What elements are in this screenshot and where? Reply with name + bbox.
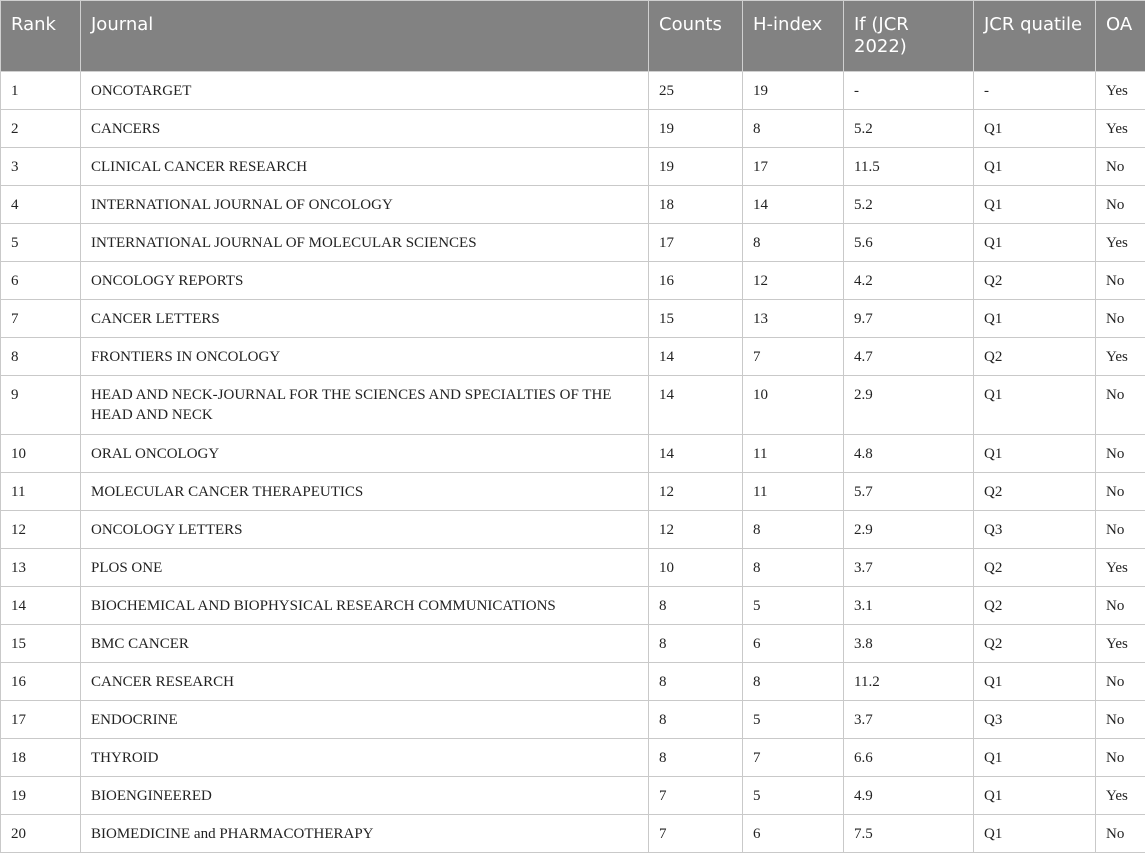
cell-oa: No — [1096, 511, 1145, 549]
cell-rank: 12 — [1, 511, 81, 549]
cell-jcr-quartile: Q3 — [974, 511, 1096, 549]
cell-impact-factor: 4.8 — [844, 435, 974, 473]
cell-h-index: 7 — [743, 739, 844, 777]
cell-jcr-quartile: Q1 — [974, 435, 1096, 473]
cell-impact-factor: 3.7 — [844, 701, 974, 739]
cell-jcr-quartile: Q2 — [974, 338, 1096, 376]
cell-counts: 18 — [649, 186, 743, 224]
cell-rank: 11 — [1, 473, 81, 511]
cell-jcr-quartile: Q1 — [974, 663, 1096, 701]
cell-h-index: 5 — [743, 587, 844, 625]
cell-jcr-quartile: Q2 — [974, 549, 1096, 587]
table-row — [1, 338, 1145, 376]
cell-counts: 25 — [649, 72, 743, 110]
cell-impact-factor: 2.9 — [844, 511, 974, 549]
table-row — [1, 663, 1145, 701]
cell-journal: FRONTIERS IN ONCOLOGY — [81, 338, 649, 376]
table-row — [1, 224, 1145, 262]
cell-impact-factor: 5.2 — [844, 110, 974, 148]
table-body — [1, 72, 1145, 853]
header-counts: Counts — [649, 1, 743, 72]
table-row — [1, 376, 1145, 435]
cell-oa: No — [1096, 300, 1145, 338]
header-oa: OA — [1096, 1, 1145, 72]
cell-journal: BMC CANCER — [81, 625, 649, 663]
cell-journal: INTERNATIONAL JOURNAL OF MOLECULAR SCIENCES — [81, 224, 649, 262]
cell-impact-factor: 3.7 — [844, 549, 974, 587]
cell-h-index: 5 — [743, 701, 844, 739]
cell-journal: CANCERS — [81, 110, 649, 148]
table-row — [1, 435, 1145, 473]
header-row — [1, 1, 1145, 72]
cell-rank: 10 — [1, 435, 81, 473]
cell-impact-factor: 5.7 — [844, 473, 974, 511]
table-row — [1, 186, 1145, 224]
header-journal: Journal — [81, 1, 649, 72]
cell-h-index: 12 — [743, 262, 844, 300]
cell-counts: 19 — [649, 110, 743, 148]
cell-journal: PLOS ONE — [81, 549, 649, 587]
cell-counts: 14 — [649, 435, 743, 473]
header-impact-factor: If (JCR 2022) — [844, 1, 974, 72]
cell-journal: BIOCHEMICAL AND BIOPHYSICAL RESEARCH COMMUNICATIONS — [81, 587, 649, 625]
cell-jcr-quartile: Q1 — [974, 186, 1096, 224]
cell-journal: ONCOTARGET — [81, 72, 649, 110]
cell-counts: 8 — [649, 625, 743, 663]
cell-rank: 4 — [1, 186, 81, 224]
cell-oa: Yes — [1096, 549, 1145, 587]
cell-counts: 14 — [649, 338, 743, 376]
cell-oa: No — [1096, 663, 1145, 701]
cell-counts: 8 — [649, 663, 743, 701]
cell-counts: 8 — [649, 587, 743, 625]
cell-h-index: 14 — [743, 186, 844, 224]
cell-impact-factor: 2.9 — [844, 376, 974, 435]
cell-rank: 19 — [1, 777, 81, 815]
cell-impact-factor: 5.6 — [844, 224, 974, 262]
cell-h-index: 10 — [743, 376, 844, 435]
cell-h-index: 11 — [743, 435, 844, 473]
cell-h-index: 19 — [743, 72, 844, 110]
cell-oa: Yes — [1096, 625, 1145, 663]
cell-oa: No — [1096, 739, 1145, 777]
table-row — [1, 625, 1145, 663]
cell-oa: No — [1096, 587, 1145, 625]
cell-rank: 18 — [1, 739, 81, 777]
cell-impact-factor: - — [844, 72, 974, 110]
cell-jcr-quartile: Q2 — [974, 625, 1096, 663]
cell-impact-factor: 4.2 — [844, 262, 974, 300]
cell-journal: ONCOLOGY LETTERS — [81, 511, 649, 549]
cell-jcr-quartile: Q1 — [974, 148, 1096, 186]
cell-rank: 7 — [1, 300, 81, 338]
header-rank: Rank — [1, 1, 81, 72]
table-row — [1, 262, 1145, 300]
cell-jcr-quartile: Q2 — [974, 262, 1096, 300]
cell-jcr-quartile: Q1 — [974, 224, 1096, 262]
cell-oa: No — [1096, 186, 1145, 224]
cell-h-index: 8 — [743, 663, 844, 701]
cell-counts: 19 — [649, 148, 743, 186]
cell-oa: Yes — [1096, 338, 1145, 376]
cell-h-index: 11 — [743, 473, 844, 511]
cell-jcr-quartile: Q2 — [974, 587, 1096, 625]
cell-rank: 16 — [1, 663, 81, 701]
cell-h-index: 5 — [743, 777, 844, 815]
cell-counts: 12 — [649, 511, 743, 549]
header-jcr-quartile: JCR quatile — [974, 1, 1096, 72]
table-row — [1, 473, 1145, 511]
cell-journal: THYROID — [81, 739, 649, 777]
cell-jcr-quartile: Q1 — [974, 300, 1096, 338]
cell-jcr-quartile: Q1 — [974, 376, 1096, 435]
cell-h-index: 8 — [743, 224, 844, 262]
cell-counts: 8 — [649, 701, 743, 739]
table-row — [1, 739, 1145, 777]
table-row — [1, 777, 1145, 815]
cell-jcr-quartile: - — [974, 72, 1096, 110]
table-row — [1, 148, 1145, 186]
table-row — [1, 815, 1145, 853]
cell-journal: HEAD AND NECK-JOURNAL FOR THE SCIENCES AND SPECIALTIES OF THE HEAD AND NECK — [81, 376, 649, 435]
cell-counts: 10 — [649, 549, 743, 587]
cell-impact-factor: 4.7 — [844, 338, 974, 376]
cell-jcr-quartile: Q2 — [974, 473, 1096, 511]
cell-jcr-quartile: Q1 — [974, 739, 1096, 777]
cell-journal: CANCER LETTERS — [81, 300, 649, 338]
cell-rank: 2 — [1, 110, 81, 148]
cell-counts: 15 — [649, 300, 743, 338]
table-row — [1, 701, 1145, 739]
table-row — [1, 72, 1145, 110]
cell-jcr-quartile: Q3 — [974, 701, 1096, 739]
cell-impact-factor: 7.5 — [844, 815, 974, 853]
table-row — [1, 300, 1145, 338]
cell-h-index: 8 — [743, 511, 844, 549]
cell-impact-factor: 3.1 — [844, 587, 974, 625]
cell-journal: BIOMEDICINE and PHARMACOTHERAPY — [81, 815, 649, 853]
cell-oa: Yes — [1096, 72, 1145, 110]
cell-impact-factor: 5.2 — [844, 186, 974, 224]
cell-journal: MOLECULAR CANCER THERAPEUTICS — [81, 473, 649, 511]
cell-counts: 7 — [649, 777, 743, 815]
cell-h-index: 8 — [743, 110, 844, 148]
cell-oa: No — [1096, 262, 1145, 300]
cell-h-index: 8 — [743, 549, 844, 587]
cell-counts: 12 — [649, 473, 743, 511]
cell-rank: 17 — [1, 701, 81, 739]
cell-impact-factor: 11.5 — [844, 148, 974, 186]
table-row — [1, 549, 1145, 587]
cell-h-index: 6 — [743, 815, 844, 853]
cell-rank: 3 — [1, 148, 81, 186]
cell-journal: CANCER RESEARCH — [81, 663, 649, 701]
cell-impact-factor: 3.8 — [844, 625, 974, 663]
cell-journal: ONCOLOGY REPORTS — [81, 262, 649, 300]
cell-rank: 20 — [1, 815, 81, 853]
cell-oa: Yes — [1096, 777, 1145, 815]
cell-counts: 14 — [649, 376, 743, 435]
cell-journal: ORAL ONCOLOGY — [81, 435, 649, 473]
cell-oa: No — [1096, 473, 1145, 511]
cell-oa: No — [1096, 435, 1145, 473]
cell-journal: ENDOCRINE — [81, 701, 649, 739]
cell-rank: 8 — [1, 338, 81, 376]
cell-oa: No — [1096, 148, 1145, 186]
cell-impact-factor: 9.7 — [844, 300, 974, 338]
cell-rank: 15 — [1, 625, 81, 663]
cell-jcr-quartile: Q1 — [974, 815, 1096, 853]
table-header — [1, 1, 1145, 72]
cell-impact-factor: 11.2 — [844, 663, 974, 701]
table-row — [1, 110, 1145, 148]
table-row — [1, 511, 1145, 549]
cell-h-index: 17 — [743, 148, 844, 186]
cell-jcr-quartile: Q1 — [974, 777, 1096, 815]
cell-jcr-quartile: Q1 — [974, 110, 1096, 148]
cell-rank: 6 — [1, 262, 81, 300]
cell-rank: 1 — [1, 72, 81, 110]
cell-oa: Yes — [1096, 224, 1145, 262]
cell-rank: 14 — [1, 587, 81, 625]
cell-counts: 7 — [649, 815, 743, 853]
cell-counts: 16 — [649, 262, 743, 300]
cell-h-index: 7 — [743, 338, 844, 376]
cell-counts: 17 — [649, 224, 743, 262]
table-row — [1, 587, 1145, 625]
cell-oa: No — [1096, 815, 1145, 853]
cell-rank: 5 — [1, 224, 81, 262]
cell-oa: Yes — [1096, 110, 1145, 148]
cell-journal: BIOENGINEERED — [81, 777, 649, 815]
cell-h-index: 13 — [743, 300, 844, 338]
cell-impact-factor: 4.9 — [844, 777, 974, 815]
cell-journal: CLINICAL CANCER RESEARCH — [81, 148, 649, 186]
cell-h-index: 6 — [743, 625, 844, 663]
cell-impact-factor: 6.6 — [844, 739, 974, 777]
cell-oa: No — [1096, 701, 1145, 739]
header-h-index: H-index — [743, 1, 844, 72]
cell-oa: No — [1096, 376, 1145, 435]
cell-journal: INTERNATIONAL JOURNAL OF ONCOLOGY — [81, 186, 649, 224]
cell-rank: 13 — [1, 549, 81, 587]
cell-rank: 9 — [1, 376, 81, 435]
cell-counts: 8 — [649, 739, 743, 777]
